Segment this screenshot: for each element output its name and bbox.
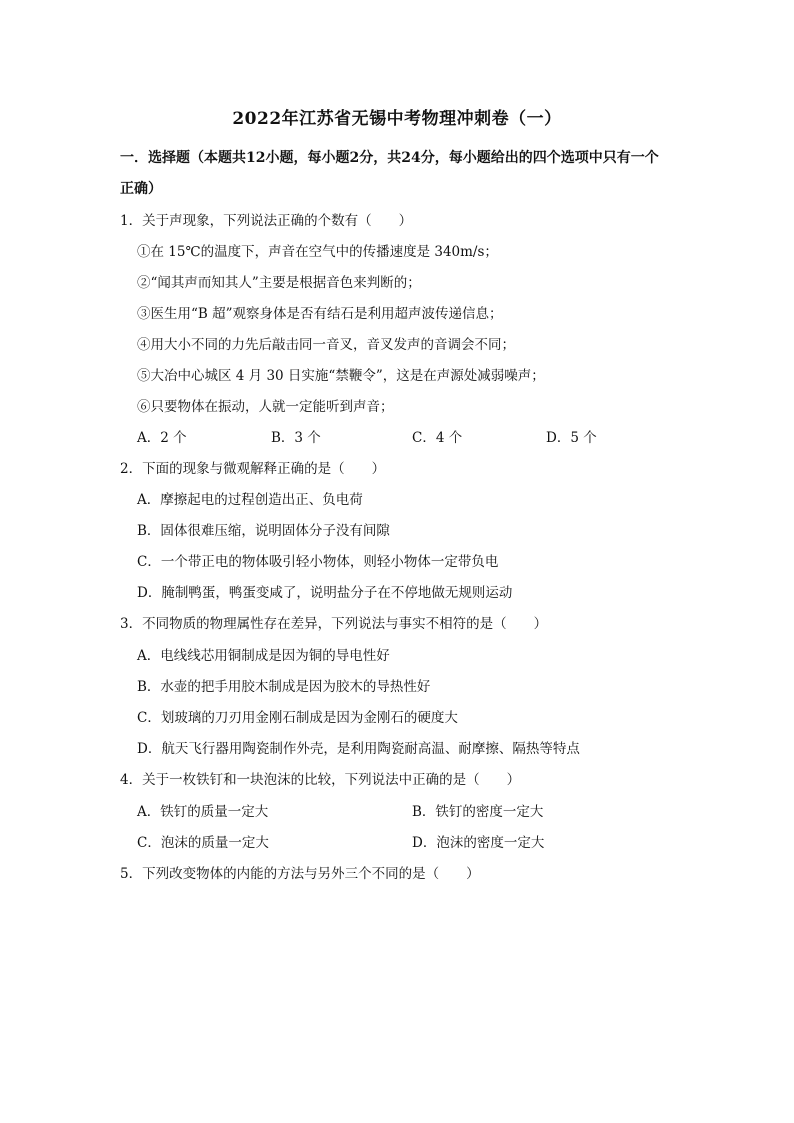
question-1-statement-6: ⑥只要物体在振动，人就一定能听到声音； [137, 399, 394, 415]
question-1-statement-5: ⑤大冶中心城区 4 月 30 日实施“禁鞭令”，这是在声源处减弱噪声； [137, 368, 545, 384]
question-2-option-c: C．一个带正电的物体吸引轻小物体，则轻小物体一定带负电 [137, 554, 499, 570]
document-title: 2022年江苏省无锡中考物理冲刺卷（一） [232, 109, 562, 129]
question-1-option-d: D．5 个 [546, 430, 597, 446]
question-1-stem: 1．关于声现象，下列说法正确的个数有（ ） [120, 213, 413, 229]
question-3-option-d: D．航天飞行器用陶瓷制作外壳，是利用陶瓷耐高温、耐摩擦、隔热等特点 [137, 741, 580, 757]
question-2-option-d: D．腌制鸭蛋，鸭蛋变咸了，说明盐分子在不停地做无规则运动 [137, 585, 513, 601]
question-1-option-b: B．3 个 [271, 430, 321, 446]
question-1-option-a: A．2 个 [137, 430, 187, 446]
question-1-statement-3: ③医生用“B 超”观察身体是否有结石是利用超声波传递信息； [137, 306, 503, 322]
question-3-option-b: B．水壶的把手用胶木制成是因为胶木的导热性好 [137, 679, 431, 695]
question-4-option-a: A．铁钉的质量一定大 [137, 804, 269, 820]
question-3-stem: 3．不同物质的物理属性存在差异，下列说法与事实不相符的是（ ） [120, 616, 548, 632]
question-2-option-b: B．固体很难压缩，说明固体分子没有间隙 [137, 523, 390, 539]
section-heading-line-1: 一．选择题（本题共12小题，每小题2分，共24分，每小题给出的四个选项中只有一个 [120, 150, 659, 166]
section-heading-line-2: 正确） [120, 181, 162, 197]
question-4-option-d: D．泡沫的密度一定大 [412, 835, 545, 851]
question-1-statement-2: ②“闻其声而知其人”主要是根据音色来判断的； [137, 275, 421, 291]
question-4-option-c: C．泡沫的质量一定大 [137, 835, 269, 851]
question-4-stem: 4．关于一枚铁钉和一块泡沫的比较，下列说法中正确的是（ ） [120, 772, 521, 788]
question-3-option-a: A．电线线芯用铜制成是因为铜的导电性好 [137, 648, 390, 664]
question-2-stem: 2．下面的现象与微观解释正确的是（ ） [120, 461, 386, 477]
question-4-option-b: B．铁钉的密度一定大 [412, 804, 544, 820]
question-2-option-a: A．摩擦起电的过程创造出正、负电荷 [137, 492, 363, 508]
question-5-stem: 5．下列改变物体的内能的方法与另外三个不同的是（ ） [120, 866, 480, 882]
question-1-statement-4: ④用大小不同的力先后敲击同一音叉，音叉发声的音调会不同； [137, 337, 515, 353]
question-1-statement-1: ①在 15℃的温度下，声音在空气中的传播速度是 340m/s； [137, 244, 498, 260]
question-1-option-c: C．4 个 [412, 430, 463, 446]
question-3-option-c: C．划玻璃的刀刃用金刚石制成是因为金刚石的硬度大 [137, 710, 458, 726]
